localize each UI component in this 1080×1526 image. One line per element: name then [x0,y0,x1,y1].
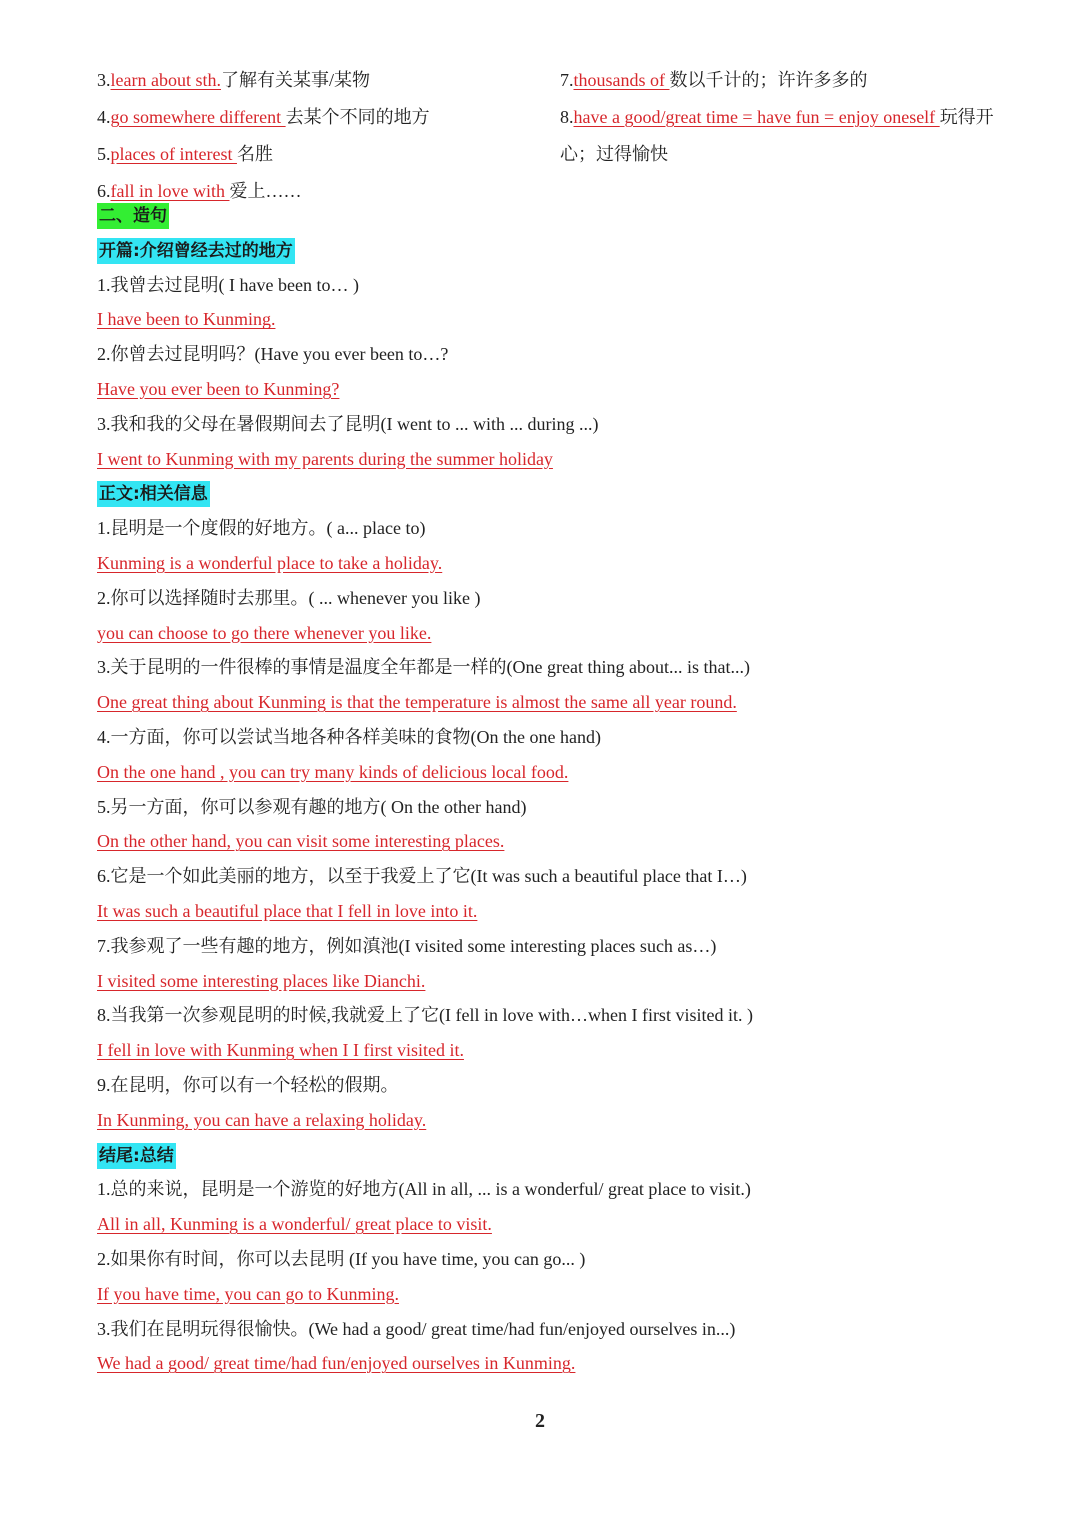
phrase-english: thousands of [573,70,670,90]
phrase-number: 4. [97,107,111,127]
phrase-number: 5. [97,144,111,164]
answer-line [97,685,1027,720]
phrase-column-right [560,62,1000,173]
answer-line [97,372,1027,407]
prompt-line: 3.关于昆明的一件很棒的事情是温度全年都是一样的(One great thing about... is that...) [97,657,750,678]
prompt-line: 3.我和我的父母在暑假期间去了昆明(I went to ... with ... during ...) [97,413,599,434]
prompt-line: 9.在昆明，你可以有一个轻松的假期。 [97,1074,399,1095]
phrase-chinese: 了解有关某事/某物 [220,70,370,90]
answer-text: Kunming is a wonderful place to take a holiday. [97,552,443,573]
answer-text: All in all, Kunming is a wonderful/ great place to visit. [97,1214,492,1235]
prompt-line: 5.另一方面，你可以参观有趣的地方( On the other hand) [97,796,527,817]
subheading-line [97,476,1027,511]
phrase-number: 6. [97,181,111,201]
answer-text: Have you ever been to Kunming? [97,378,340,399]
subheading-line [97,233,1027,268]
prompt-line: 2.你可以选择随时去那里。( ... whenever you like ) [97,587,481,608]
phrase-item [560,62,1000,99]
answer-line [97,894,1027,929]
answer-line [97,824,1027,859]
phrase-english: fall in love with [110,181,230,201]
subheading-body: 正文:相关信息 [97,481,210,507]
prompt-line: 2.你曾去过昆明吗？(Have you ever been to…? [97,344,449,365]
answer-text: I fell in love with Kunming when I I first visited it. [97,1040,464,1061]
answer-text: I have been to Kunming. [97,309,276,330]
phrase-chinese: 数以千计的；许许多多的 [669,70,868,90]
prompt-line: 4.一方面，你可以尝试当地各种各样美味的食物(On the one hand) [97,726,601,747]
prompt-line: 2.如果你有时间，你可以去昆明 (If you have time, you can go... ) [97,1248,586,1269]
answer-line [97,442,1027,477]
page-number: 2 [535,1410,545,1432]
phrase-item [97,62,547,99]
answer-text: On the one hand , you can try many kinds of delicious local food. [97,761,569,782]
phrase-number: 3. [97,70,111,90]
answer-line [97,616,1027,651]
prompt-line: 1.总的来说，昆明是一个游览的好地方(All in all, ... is a wonderful/ great place to visit.) [97,1179,751,1200]
prompt-line: 7.我参观了一些有趣的地方，例如滇池(I visited some interesting places such as…) [97,935,717,956]
subheading-conclusion: 结尾:总结 [97,1143,176,1169]
prompt-line: 1.我曾去过昆明( I have been to… ) [97,274,359,295]
phrase-chinese: 名胜 [236,144,273,164]
phrase-item [97,136,547,173]
phrase-chinese: 去某个不同的地方 [285,107,430,127]
answer-text: In Kunming, you can have a relaxing holiday. [97,1109,427,1130]
prompt-line: 1.昆明是一个度假的好地方。( a... place to) [97,518,426,539]
phrase-item [560,99,1000,173]
phrase-chinese: 爱上…… [229,181,302,201]
answer-line [97,964,1027,999]
phrase-english: have a good/great time = have fun = enjoy oneself [573,107,940,127]
prompt-line: 3.我们在昆明玩得很愉快。(We had a good/ great time/had fun/enjoyed ourselves in...) [97,1318,736,1339]
answer-line [97,1277,1027,1312]
phrase-item [97,99,547,136]
answer-text: One great thing about Kunming is that the temperature is almost the same all year round. [97,692,737,713]
section-title: 二、造句 [97,203,169,229]
prompt-line: 8.当我第一次参观昆明的时候,我就爱上了它(I fell in love with…when I first visited it. ) [97,1005,753,1026]
answer-text: I went to Kunming with my parents during the summer holiday [97,448,553,469]
answer-line [97,1103,1027,1138]
answer-line [97,1033,1027,1068]
prompt-line: 6.它是一个如此美丽的地方，以至于我爱上了它(It was such a beautiful place that I…) [97,866,747,887]
answer-line [97,1207,1027,1242]
answer-line [97,1346,1027,1381]
answer-line [97,546,1027,581]
answer-text: If you have time, you can go to Kunming. [97,1283,399,1304]
answer-text: On the other hand, you can visit some interesting places. [97,831,505,852]
sentence-section [97,198,1027,1381]
subheading-opening: 开篇:介绍曾经去过的地方 [97,238,295,264]
phrase-chinese: 玩得开心；过得愉快 [560,107,994,164]
answer-line [97,755,1027,790]
phrase-english: go somewhere different [110,107,286,127]
answer-text: We had a good/ great time/had fun/enjoyed ourselves in Kunming. [97,1353,576,1374]
answer-line [97,302,1027,337]
phrase-column-left [97,62,547,210]
answer-text: It was such a beautiful place that I fell in love into it. [97,900,478,921]
phrase-number: 8. [560,107,574,127]
phrase-english: learn about sth. [110,70,221,90]
phrase-english: places of interest [110,144,237,164]
answer-text: I visited some interesting places like Dianchi. [97,970,426,991]
subheading-line [97,1138,1027,1173]
phrase-number: 7. [560,70,574,90]
section-title-line [97,198,1027,233]
answer-text: you can choose to go there whenever you like. [97,622,432,643]
